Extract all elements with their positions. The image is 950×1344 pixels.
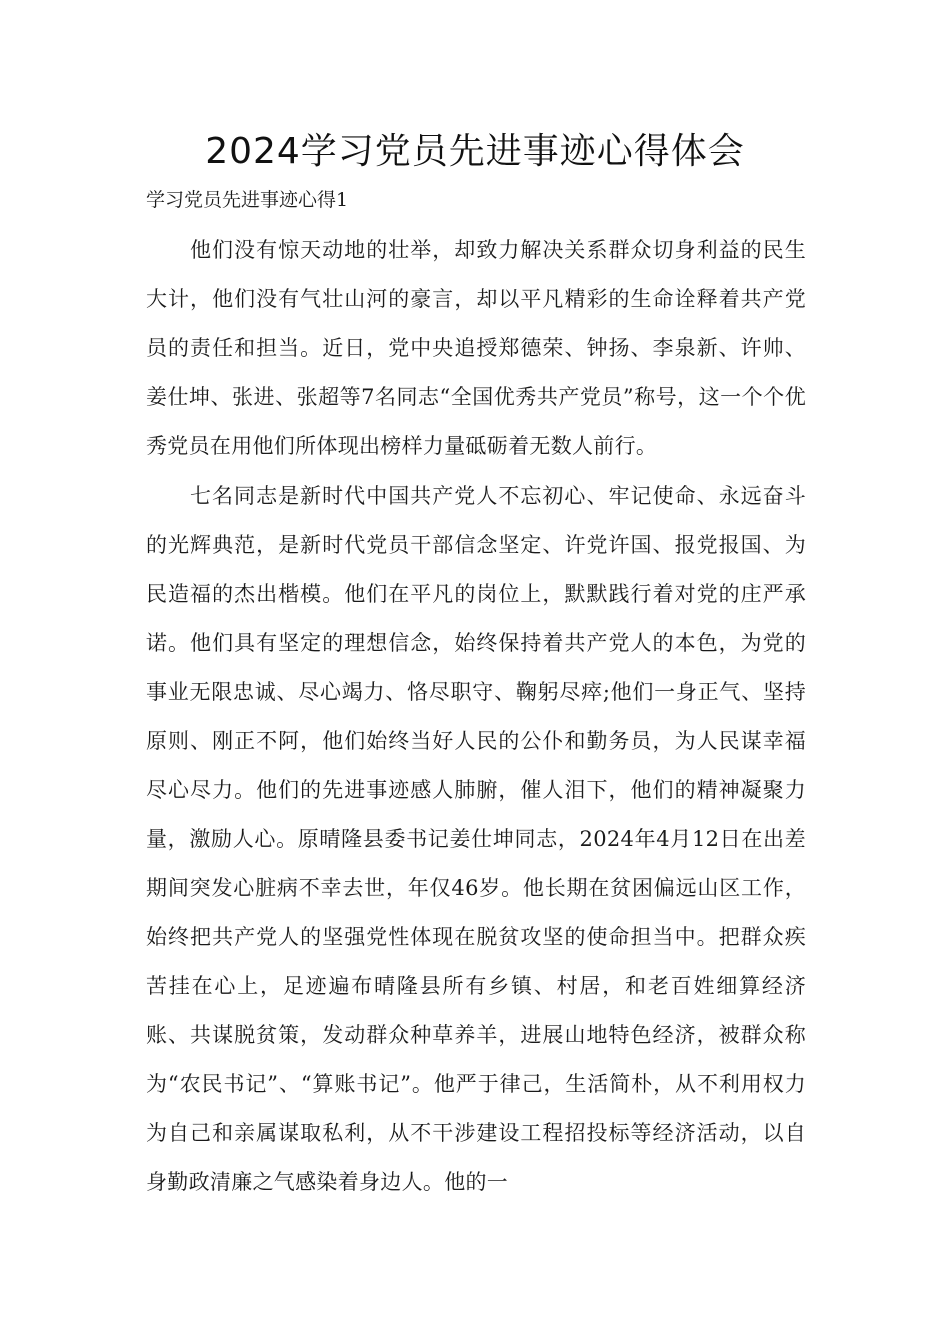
body-paragraph-1: 他们没有惊天动地的壮举，却致力解决关系群众切身利益的民生大计，他们没有气壮山河的豪言，却以平凡精彩的生命诠释着共产党员的责任和担当。近日，党中央追授郑德荣、钟扬、李泉新、许帅、姜仕坤、张进、张超等7名同志“全国优秀共产党员”称号，这一个个优秀党员在用他们所体现出榜样力量砥砺着无数人前行。 [146, 238, 806, 458]
body-paragraph-2: 七名同志是新时代中国共产党人不忘初心、牢记使命、永远奋斗的光辉典范，是新时代党员干部信念坚定、许党许国、报党报国、为民造福的杰出楷模。他们在平凡的岗位上，默默践行着对党的庄严承诺。他们具有坚定的理想信念，始终保持着共产党人的本色，为党的事业无限忠诚、尽心竭力、恪尽职守、鞠躬尽瘁;他们一身正气、坚持原则、刚正不阿，他们始终当好人民的公仆和勤务员，为人民谋幸福尽心尽力。他们的先进事迹感人肺腑，催人泪下，他们的精神凝聚力量，激励人心。原晴隆县委书记姜仕坤同志，2024年4月12日在出差期间突发心脏病不幸去世，年仅46岁。他长期在贫困偏远山区工作，始终把共产党人的坚强党性体现在脱贫攻坚的使命担当中。把群众疾苦挂在心上，足迹遍布晴隆县所有乡镇、村居，和老百姓细算经济账、共谋脱贫策，发动群众种草养羊，进展山地特色经济，被群众称为“农民书记”、“算账书记”。他严于律己，生活简朴，从不利用权力为自己和亲属谋取私利，从不干涉建设工程招投标等经济活动，以自身勤政清廉之气感染着身边人。他的一 [146, 484, 806, 1194]
section-subtitle: 学习党员先进事迹心得1 [146, 189, 349, 211]
document-title: 2024学习党员先进事迹心得体会 [205, 131, 745, 172]
